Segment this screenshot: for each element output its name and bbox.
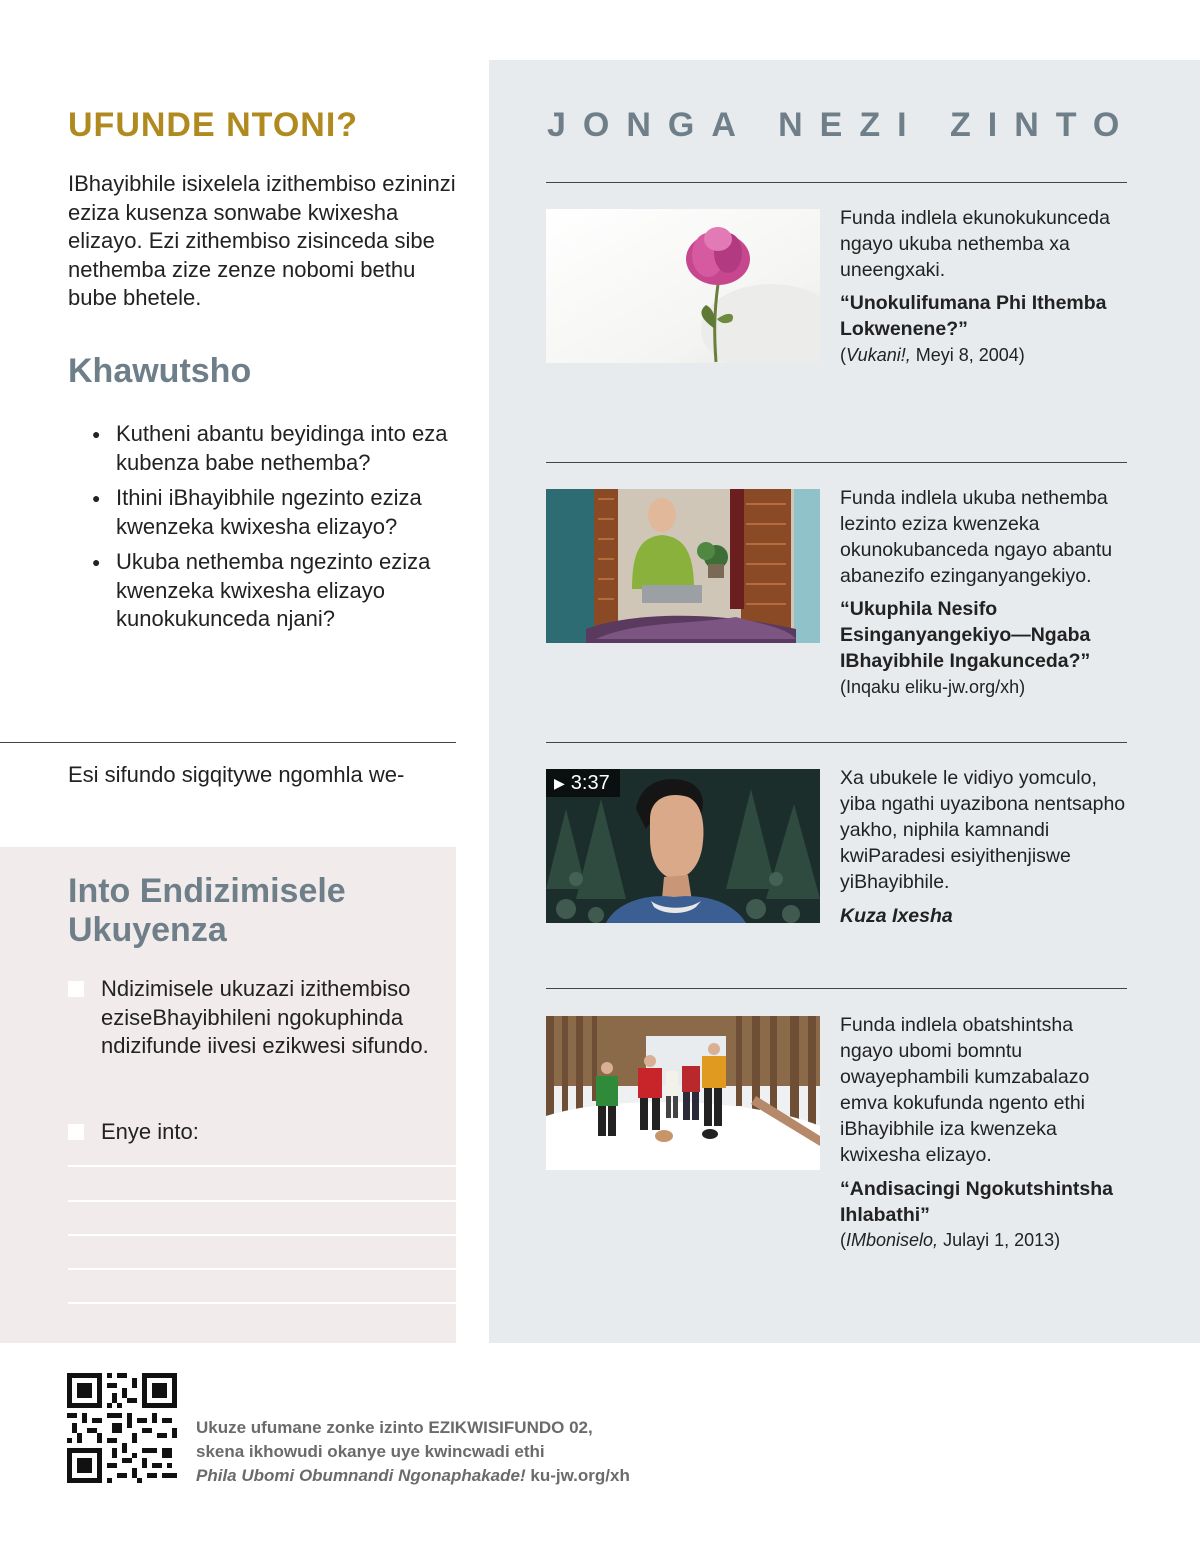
what-learned-heading: UFUNDE NTONI? xyxy=(68,106,359,144)
writing-line[interactable] xyxy=(68,1234,456,1236)
footer-line: Ukuze ufumane zonke izinto EZIKWISIFUNDO 02, xyxy=(196,1418,593,1437)
resource-source: (Vukani!, Meyi 8, 2004) xyxy=(840,345,1025,365)
plan-checkbox[interactable] xyxy=(68,981,84,997)
plan-item xyxy=(68,975,438,1061)
review-question: ● Kutheni abantu beyidinga into eza kubenza babe nethemba? xyxy=(92,420,456,477)
review-question: ● Ithini iBhayibhile ngezinto eziza kwenzeka kwixesha elizayo? xyxy=(92,484,456,541)
divider xyxy=(546,182,1127,183)
writing-line[interactable] xyxy=(68,1268,456,1270)
divider xyxy=(0,742,456,743)
man-at-window-image[interactable] xyxy=(546,489,820,643)
plan-item xyxy=(68,1118,438,1147)
divider xyxy=(546,462,1127,463)
video-thumbnail[interactable] xyxy=(546,769,820,923)
writing-line[interactable] xyxy=(68,1165,456,1167)
resource-title[interactable]: “Andisacingi Ngokutshintsha Ihlabathi” xyxy=(840,1178,1114,1226)
intro-paragraph: IBhayibhile isixelela izithembiso ezininzi eziza kusenza sonwabe kwixesha elizayo. Ezi zithembiso zisinceda sibe nethemba zize zenze nobomi bethu bube bhetele. xyxy=(68,171,456,310)
plan-heading: Into Endizimisele Ukuyenza xyxy=(68,872,346,949)
plan-item-label: Enye into: xyxy=(101,1119,199,1144)
qr-code[interactable] xyxy=(67,1373,177,1483)
divider xyxy=(546,988,1127,989)
writing-line[interactable] xyxy=(68,1302,456,1304)
review-question-list xyxy=(92,420,456,641)
resource-description: Xa ubukele le vidiyo yomculo, yiba ngathi uyazibona nentsapho yakho, niphila kamnandi kwiParadesi esiyithenjiswe yiBhayibhile. xyxy=(840,767,1126,893)
review-question: ● Ukuba nethemba ngezinto eziza kwenzeka kwixesha elizayo kunokukunceda njani? xyxy=(92,548,456,634)
resource-description: Funda indlela ukuba nethemba lezinto eziza kwenzeka okunokubanceda ngayo abantu abanezifo ezinganyangekiyo. xyxy=(840,487,1113,587)
writing-line[interactable] xyxy=(68,1200,456,1202)
flower-image[interactable] xyxy=(546,209,820,363)
resource-title[interactable]: Kuza Ixesha xyxy=(840,905,953,927)
resource-source: (Inqaku eliku-jw.org/xh) xyxy=(840,677,1026,697)
resource-source: (IMboniselo, Julayi 1, 2013) xyxy=(840,1230,1061,1250)
plan-checkbox[interactable] xyxy=(68,1124,84,1140)
explore-heading: JONGA NEZI ZINTO xyxy=(547,106,1137,144)
resource-title[interactable]: “Ukuphila Nesifo Esinganyangekiyo—Ngaba IBhayibhile Ingakunceda?” xyxy=(840,598,1091,672)
video-duration: 3:37 xyxy=(570,771,610,794)
review-heading: Khawutsho xyxy=(68,352,252,390)
footer-line: skena ikhowudi okanye uye kwincwadi ethi xyxy=(196,1442,545,1461)
divider xyxy=(546,742,1127,743)
footer-note xyxy=(196,1416,716,1488)
plan-item-label: Ndizimisele ukuzazi izithembiso eziseBhayibhileni ngokuphinda ndizifunde iivesi ezikwesi sifundo. xyxy=(101,976,429,1058)
resource-title[interactable]: “Unokulifumana Phi Ithemba Lokwenene?” xyxy=(840,292,1107,340)
snow-walk-image[interactable] xyxy=(546,1016,820,1170)
resource-description: Funda indlela obatshintsha ngayo ubomi bomntu owayephambili kumzabalazo emva kokufunda ngento ethi iBhayibhile iza kwenzeka kwixesha elizayo. xyxy=(840,1014,1090,1166)
book-title[interactable]: Phila Ubomi Obumnandi Ngonaphakade! xyxy=(196,1466,526,1485)
resource-description: Funda indlela ekunokukunceda ngayo ukuba nethemba xa uneengxaki. xyxy=(840,207,1110,281)
footer-url[interactable]: ku-jw.org/xh xyxy=(525,1466,630,1485)
footer-line xyxy=(196,1464,716,1488)
completion-date-label: Esi sifundo sigqitywe ngomhla we- xyxy=(68,762,405,787)
play-icon: ▶ xyxy=(554,774,565,791)
video-duration-badge xyxy=(546,769,620,797)
